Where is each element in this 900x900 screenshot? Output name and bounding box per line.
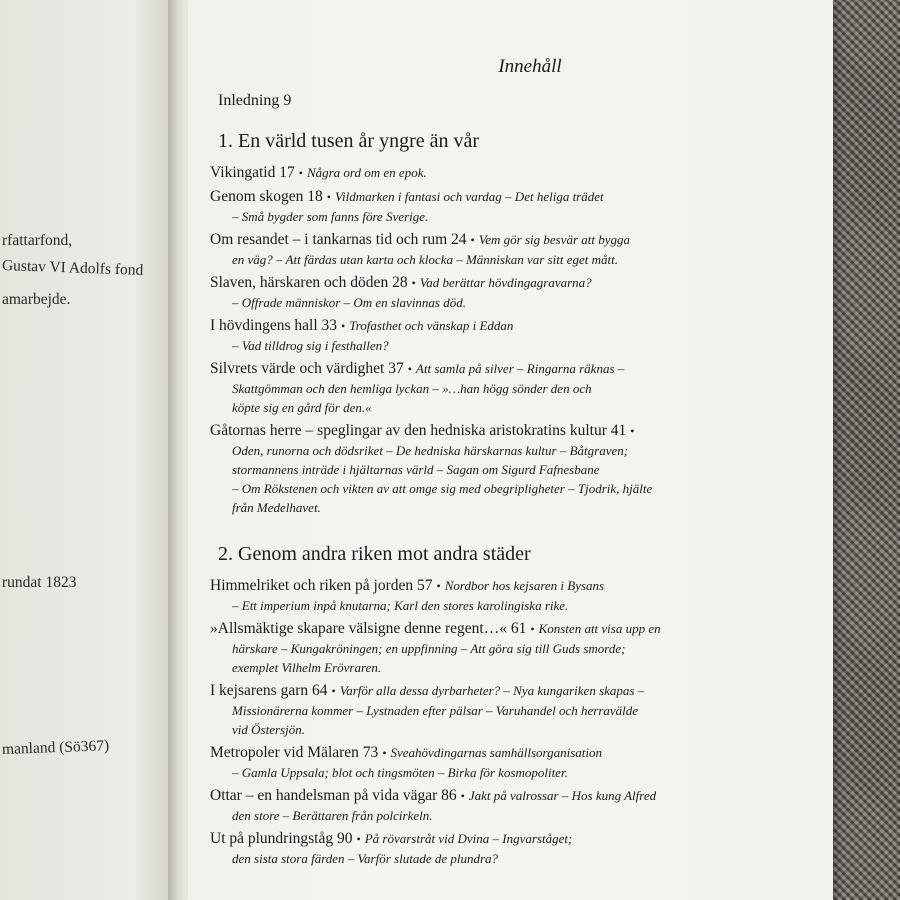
toc-entry-first-line [210, 421, 810, 441]
left-page [0, 0, 168, 900]
toc-entry-continuation: Oden, runorna och dödsriket – De hedniska härskarnas kultur – Båtgraven; [232, 443, 629, 458]
toc-entry-description: På rövarstråt vid Dvina – Ingvarståget; [364, 831, 573, 846]
toc-entry [210, 681, 810, 739]
toc-entry-title: I hövdingens hall 33 [210, 317, 337, 334]
toc-entry-description: Vad berättar hövdingagravarna? [419, 275, 592, 290]
toc-entry-description: Jakt på valrossar – Hos kung Alfred [468, 788, 657, 803]
toc-entry [210, 359, 810, 417]
toc-entry-title: I kejsarens garn 64 [210, 682, 328, 699]
toc-entry-first-line [210, 743, 810, 763]
toc-entry-continuation: köpte sig en gård för den.« [232, 400, 372, 415]
toc-entry-first-line [210, 230, 810, 250]
bullet-separator-icon: • [298, 166, 303, 180]
toc-entry-description: Att samla på silver – Ringarna räknas – [415, 361, 625, 376]
toc-entry-title: Vikingatid 17 [210, 164, 295, 181]
toc-entry-continuation: – Offrade människor – Om en slavinnas död. [232, 295, 466, 310]
bullet-separator-icon: • [356, 832, 361, 846]
toc-title: Innehåll [498, 56, 562, 77]
toc-entry-title: Metropoler vid Mälaren 73 [210, 744, 379, 761]
toc-entry [210, 316, 810, 355]
toc-entry [210, 743, 810, 782]
toc-entry-first-line [210, 273, 810, 293]
toc-sections [210, 130, 810, 868]
toc-intro: Inledning 9 [218, 92, 292, 109]
right-page [188, 0, 833, 900]
toc-entry-continuation: exemplet Vilhelm Erövraren. [232, 660, 382, 675]
toc-entry-continuation: – Om Rökstenen och vikten av att omge sig med obegripligheter – Tjodrik, hjälte [232, 481, 653, 496]
toc-entry-title: Genom skogen 18 [210, 188, 323, 205]
toc-entry-continuation: den store – Berättaren från polcirkeln. [232, 808, 433, 823]
left-page-line: amarbejde. [2, 291, 71, 308]
bullet-separator-icon: • [411, 276, 416, 290]
toc-entry-continuation: Skattgömman och den hemliga lyckan – »…han högg sönder den och [232, 381, 592, 396]
bullet-separator-icon: • [530, 622, 535, 636]
toc-entry-continuation: – Små bygder som fanns före Sverige. [232, 209, 429, 224]
toc-entry-title: »Allsmäktige skapare välsigne denne regent…« 61 [210, 620, 527, 637]
toc-entry [210, 576, 810, 615]
toc-entry-continuation: Missionärerna kommer – Lystnaden efter pälsar – Varuhandel och herravälde [232, 703, 639, 718]
toc-entry-first-line [210, 576, 810, 596]
bullet-separator-icon: • [460, 789, 465, 803]
toc-entry [210, 786, 810, 825]
toc-entry-description: Vem gör sig besvär att bygga [478, 232, 631, 247]
toc-entry-first-line [210, 829, 810, 849]
toc-entry-title: Himmelriket och riken på jorden 57 [210, 577, 433, 594]
toc-entry-first-line [210, 187, 810, 207]
toc-entry-description: Sveahövdingarnas samhällsorganisation [390, 745, 603, 760]
toc-entry-description: Trofasthet och vänskap i Eddan [349, 318, 514, 333]
bullet-separator-icon: • [407, 362, 412, 376]
toc-entry-continuation: den sista stora färden – Varför slutade de plundra? [232, 851, 499, 866]
bullet-separator-icon: • [630, 424, 635, 438]
toc-entry-description: Nordbor hos kejsaren i Bysans [444, 578, 605, 593]
toc-entry-first-line [210, 786, 810, 806]
toc-entry-continuation: en väg? – Att färdas utan karta och klocka – Människan var sitt eget mått. [232, 252, 618, 267]
bullet-separator-icon: • [326, 190, 331, 204]
carpet-background [830, 0, 900, 900]
toc-entry-title: Silvrets värde och värdighet 37 [210, 360, 404, 377]
left-page-line: rundat 1823 [2, 574, 77, 591]
left-page-line: Gustav VI Adolfs fond [1, 257, 144, 279]
toc-entry [210, 230, 810, 269]
toc-entry-continuation: – Vad tilldrog sig i festhallen? [232, 338, 389, 353]
toc-entry-title: Om resandet – i tankarnas tid och rum 24 [210, 231, 467, 248]
bullet-separator-icon: • [331, 684, 336, 698]
toc-entry-continuation: stormannens inträde i hjältarnas värld – Sagan om Sigurd Fafnesbane [232, 462, 600, 477]
section-heading: 2. Genom andra riken mot andra städer [218, 543, 531, 565]
toc-entry-continuation: – Gamla Uppsala; blot och tingsmöten – Birka för kosmopoliter. [232, 765, 568, 780]
bullet-separator-icon: • [382, 746, 387, 760]
toc-entry-description: Varför alla dessa dyrbarheter? – Nya kungariken skapas – [339, 683, 645, 698]
toc-entry-title: Gåtornas herre – speglingar av den hedniska aristokratins kultur 41 [210, 422, 627, 439]
toc-entry-title: Ottar – en handelsman på vida vägar 86 [210, 787, 457, 804]
toc-entry [210, 273, 810, 312]
table-of-contents [210, 56, 810, 872]
toc-entry-first-line [210, 316, 810, 336]
toc-entry [210, 421, 810, 517]
toc-entry-continuation: vid Östersjön. [232, 722, 305, 737]
toc-entry-continuation: från Medelhavet. [232, 500, 321, 515]
toc-entry [210, 829, 810, 868]
toc-entry-first-line [210, 681, 810, 701]
bullet-separator-icon: • [341, 319, 346, 333]
toc-entry-description: Konsten att visa upp en [538, 621, 661, 636]
toc-entry-title: Slaven, härskaren och döden 28 [210, 274, 408, 291]
bullet-separator-icon: • [436, 579, 441, 593]
book-gutter [168, 0, 190, 900]
toc-entry-description: Vildmarken i fantasi och vardag – Det heliga trädet [335, 189, 604, 204]
toc-entry-first-line [210, 163, 810, 183]
toc-entry-description: Några ord om en epok. [306, 165, 427, 180]
toc-entry-first-line [210, 619, 810, 639]
toc-entry-first-line [210, 359, 810, 379]
toc-entry-continuation: – Ett imperium inpå knutarna; Karl den stores karolingiska rike. [232, 598, 569, 613]
toc-entry-title: Ut på plundringståg 90 [210, 830, 353, 847]
left-page-line: rfattarfond, [2, 232, 73, 249]
toc-entry-continuation: härskare – Kungakröningen; en uppfinning – Att göra sig till Guds smorde; [232, 641, 626, 656]
left-page-line: manland (Sö367) [1, 737, 110, 758]
toc-entry [210, 619, 810, 677]
bullet-separator-icon: • [470, 233, 475, 247]
section-heading: 1. En värld tusen år yngre än vår [218, 130, 480, 152]
toc-entry [210, 187, 810, 226]
toc-entry [210, 163, 810, 183]
